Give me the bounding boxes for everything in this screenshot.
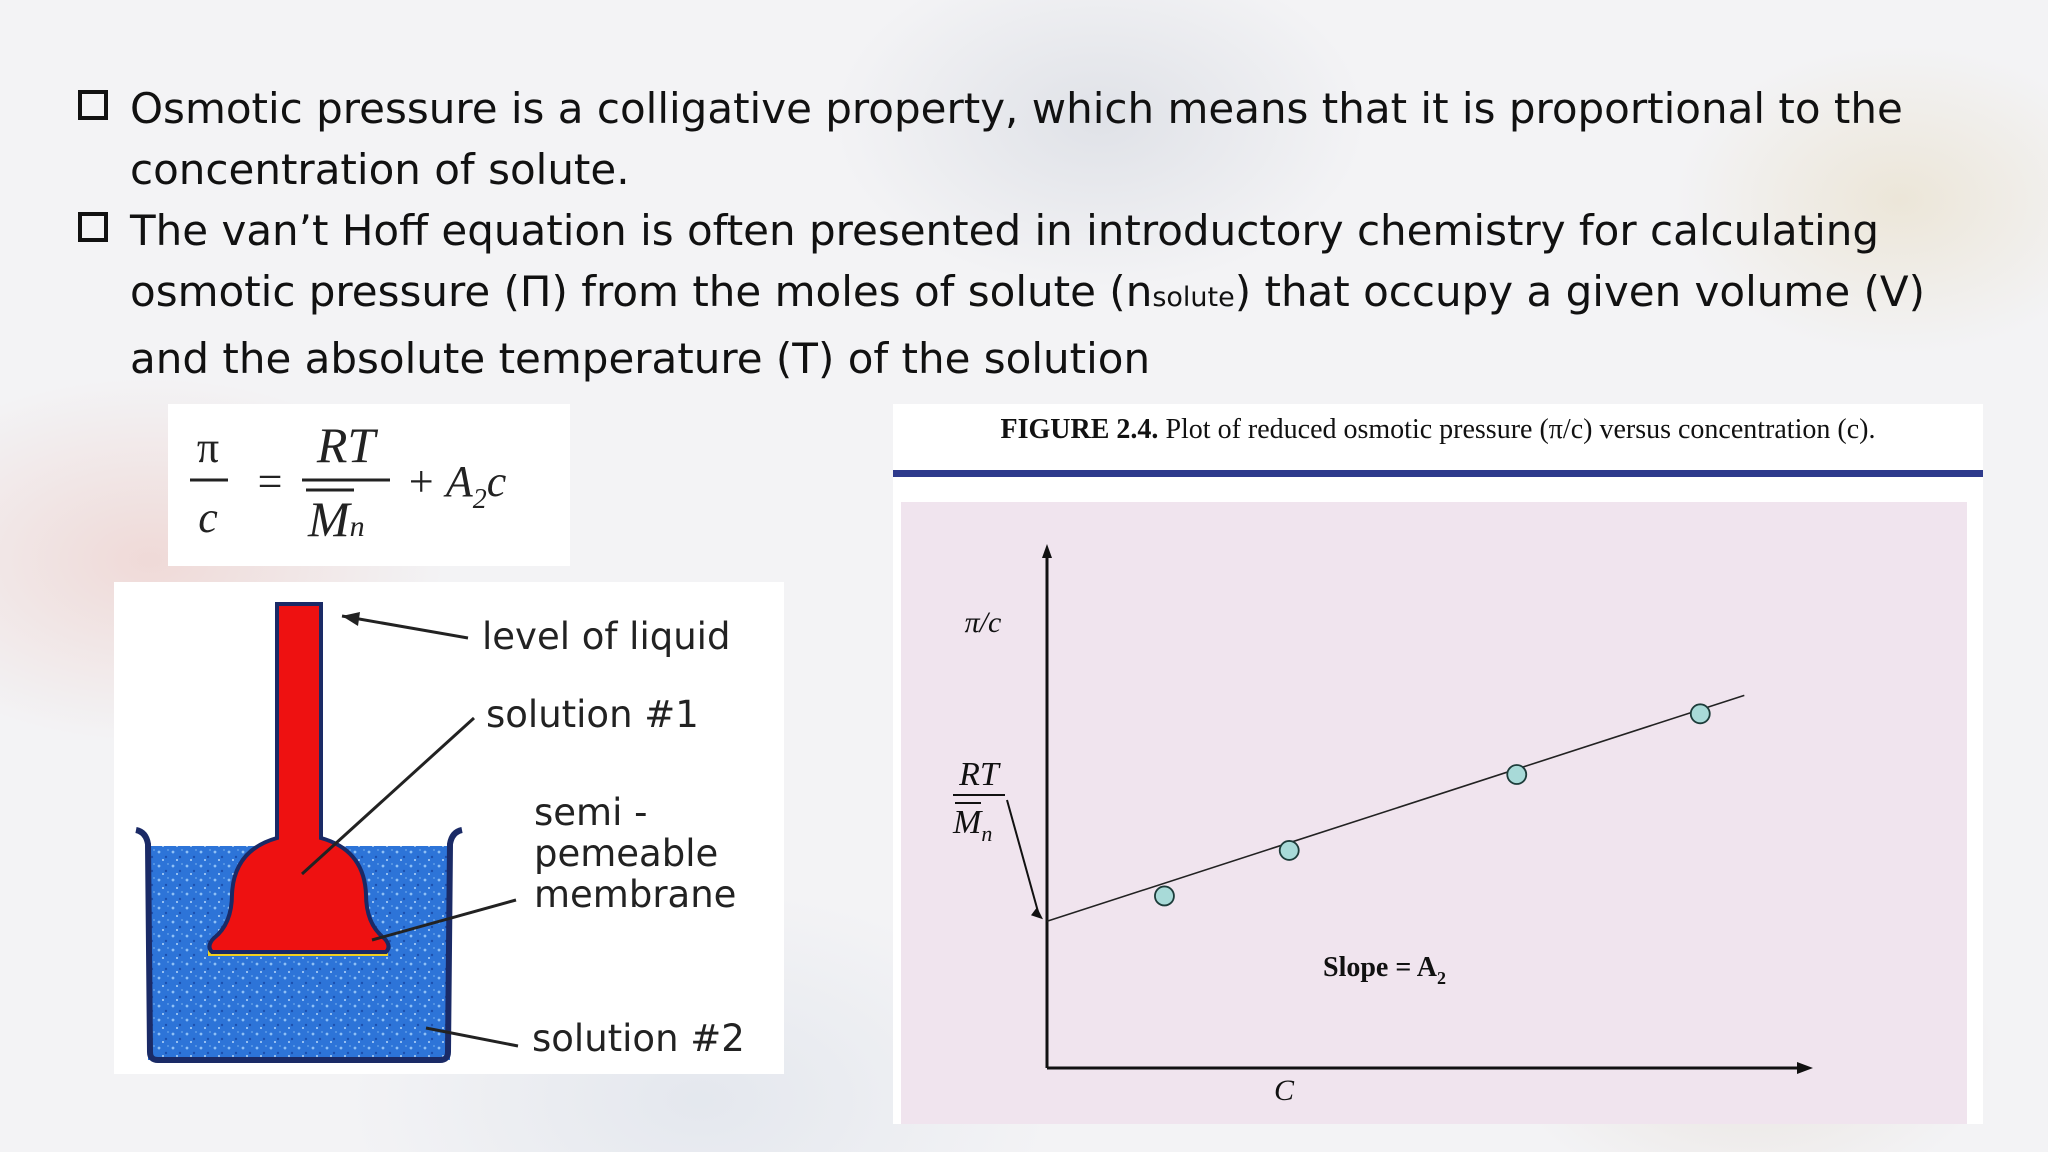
chart-svg [901,502,1967,1124]
arrowhead-level-icon [342,612,360,626]
x-axis-label: C [1273,1074,1295,1107]
intercept-label-den: $M_n$ [953,804,993,846]
plot-area [901,502,1967,1124]
eq-m: Mn [308,491,365,547]
label-membrane-1: semi - [534,791,648,834]
eq-equals: = [257,457,283,506]
chart-marks [1007,695,1744,921]
slope-label: Slope = $A_2$ [1323,952,1446,988]
fit-line [1047,695,1744,921]
bullet-item-2 [74,200,1974,389]
eq-pi: π [196,423,220,472]
figure-caption [893,414,1983,446]
figure-panel [893,404,1983,1124]
solution-1-chamber [209,604,388,952]
checkbox-bullet-icon [78,212,108,242]
x-axis-arrow-icon [1797,1062,1813,1074]
bullet-2-line-2a: osmotic pressure (Π) from the moles of solute (n [130,267,1153,316]
data-point-3 [1507,765,1526,784]
y-axis-label: π/c [964,606,1002,639]
intercept-pointer [1007,800,1039,915]
label-level-of-liquid: level of liquid [482,615,731,658]
data-point-2 [1280,841,1299,860]
bullet-item-1 [74,78,1974,200]
eq-rt: RT [316,417,376,473]
figure-caption-bold: FIGURE 2.4. [1000,414,1159,445]
data-point-1 [1155,886,1174,905]
data-point-4 [1691,704,1710,723]
figure-caption-text: Plot of reduced osmotic pressure (π/c) versus concentration (c). [1158,414,1876,445]
y-axis-arrow-icon [1042,544,1052,558]
label-membrane-3: membrane [534,873,737,916]
bullet-2-line-2 [130,261,1974,328]
subscript-solute: solute [1152,282,1235,313]
label-membrane-2: pemeable [534,832,719,875]
bullet-1-line-2: concentration of solute. [130,145,630,194]
equation-box [168,404,570,566]
bullet-1-line-1: Osmotic pressure is a colligative property, which means that it is proportional to the [130,84,1903,133]
pointer-level [342,616,468,638]
chart-axes [1042,544,1813,1074]
bullet-2-line-2b: ) that occupy a given volume (V) [1234,267,1926,316]
label-solution-2: solution #2 [532,1017,745,1060]
equation-svg [168,404,570,566]
bullet-2-line-1: The van’t Hoff equation is often presented in introductory chemistry for calculating [130,206,1880,255]
intercept-arrow-icon [1031,907,1043,919]
intercept-label-num: RT [959,756,999,793]
label-solution-1: solution #1 [486,693,699,736]
eq-a2c: + $A_2c$ [406,457,507,515]
bullet-2-line-3: and the absolute temperature (T) of the solution [130,334,1151,383]
checkbox-bullet-icon [78,90,108,120]
osmometer-diagram [114,582,784,1074]
bullet-list [74,78,1974,389]
figure-rule [893,470,1983,477]
eq-c: c [198,493,218,542]
